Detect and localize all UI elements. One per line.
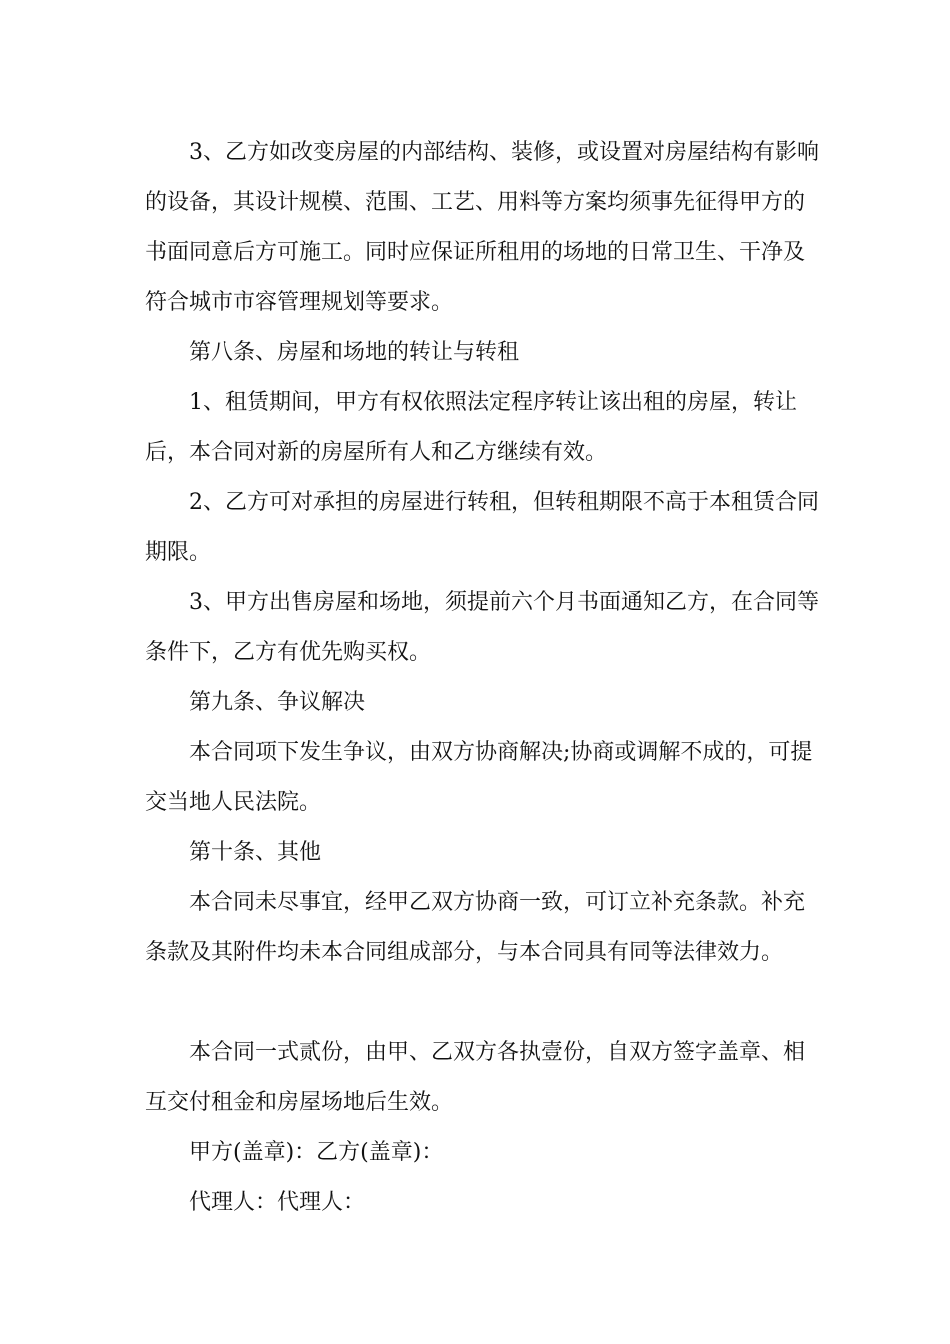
signature-line-agent: 代理人：代理人： [189, 1190, 366, 1215]
blank-line [145, 978, 825, 1028]
paragraph-clause-8-1: 1、租赁期间，甲方有权依照法定程序转让该出租的房屋，转让后，本合同对新的房屋所有人和乙方继续有效。 [145, 390, 797, 465]
paragraph-clause-7-3: 3、乙方如改变房屋的内部结构、装修，或设置对房屋结构有影响的设备，其设计规模、范围、工艺、用料等方案均须事先征得甲方的书面同意后方可施工。同时应保证所租用的场地的日常卫生、干净及符合城市市容管理规划等要求。 [145, 140, 819, 315]
paragraph-dispute-resolution: 本合同项下发生争议，由双方协商解决;协商或调解不成的，可提交当地人民法院。 [145, 740, 813, 815]
paragraph-clause-8-2: 2、乙方可对承担的房屋进行转租，但转租期限不高于本租赁合同期限。 [145, 490, 819, 565]
heading-article-8: 第八条、房屋和场地的转让与转租 [189, 340, 520, 365]
document-body [145, 128, 825, 1228]
paragraph-effectiveness: 本合同一式贰份，由甲、乙双方各执壹份，自双方签字盖章、相互交付租金和房屋场地后生效。 [145, 1040, 806, 1115]
paragraph-clause-8-3: 3、甲方出售房屋和场地，须提前六个月书面通知乙方，在合同等条件下，乙方有优先购买权。 [145, 590, 819, 665]
signature-line-seal: 甲方(盖章)：乙方(盖章)： [189, 1140, 444, 1165]
heading-article-10: 第十条、其他 [189, 840, 322, 865]
heading-article-9: 第九条、争议解决 [189, 690, 366, 715]
paragraph-supplementary-terms: 本合同未尽事宜，经甲乙双方协商一致，可订立补充条款。补充条款及其附件均未本合同组成部分，与本合同具有同等法律效力。 [145, 890, 806, 965]
